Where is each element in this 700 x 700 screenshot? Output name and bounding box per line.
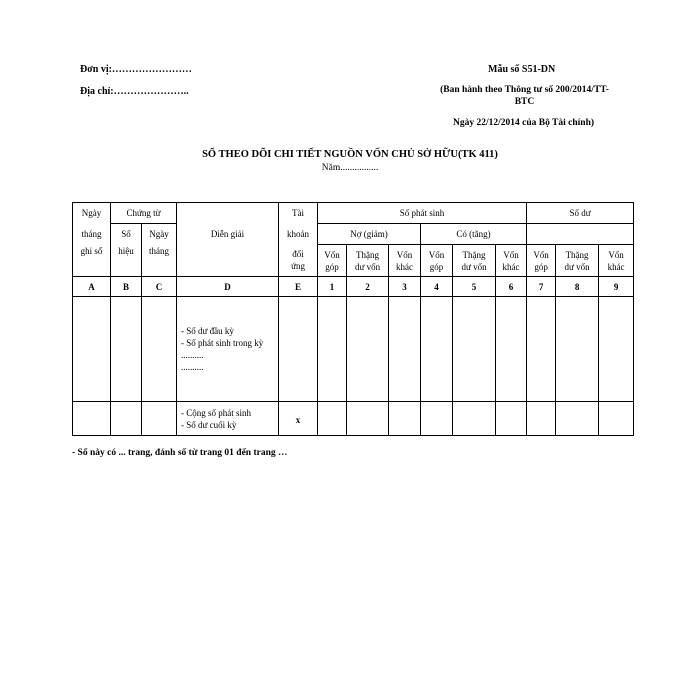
description-header-bottom bbox=[177, 245, 279, 277]
arising-header: Số phát sinh bbox=[318, 203, 527, 224]
code-cell: 8 bbox=[556, 277, 599, 297]
sub-col-line: Thặng bbox=[462, 249, 486, 260]
sub-col-line: Thặng bbox=[565, 249, 589, 260]
table-row bbox=[73, 402, 634, 436]
header-row-3 bbox=[73, 245, 634, 277]
table-cell bbox=[453, 297, 496, 402]
voucher-date-header: Ngày bbox=[142, 224, 177, 245]
sub-col-line: Vốn bbox=[396, 249, 413, 260]
code-cell: A bbox=[73, 277, 111, 297]
table-cell bbox=[142, 402, 177, 436]
table-cell bbox=[111, 402, 142, 436]
sub-col-line: góp bbox=[325, 261, 339, 272]
sub-col-line: khác bbox=[396, 261, 414, 272]
code-cell: 9 bbox=[599, 277, 634, 297]
table-cell bbox=[111, 297, 142, 402]
code-cell: 1 bbox=[318, 277, 347, 297]
table-cell bbox=[496, 297, 527, 402]
table-cell bbox=[347, 402, 389, 436]
sub-col-debit-capital bbox=[318, 245, 347, 277]
header-row-1 bbox=[73, 203, 634, 224]
code-cell: D bbox=[177, 277, 279, 297]
date-col-header: Ngày bbox=[73, 203, 111, 224]
table-cell bbox=[347, 297, 389, 402]
table-cell bbox=[389, 297, 421, 402]
unit-label: Đơn vị:…………………… bbox=[80, 64, 192, 75]
code-cell: 2 bbox=[347, 277, 389, 297]
account-header-line-4: ứng bbox=[291, 261, 305, 272]
sub-col-credit-other bbox=[496, 245, 527, 277]
description-header-top bbox=[177, 203, 279, 224]
date-col-header-3: ghi sổ bbox=[73, 245, 111, 277]
opening-balance-line: - Số dư đầu kỳ bbox=[181, 326, 234, 336]
sub-col-credit-capital bbox=[421, 245, 453, 277]
table-row bbox=[73, 297, 634, 402]
description-header: Diễn giải bbox=[177, 224, 279, 245]
code-cell: C bbox=[142, 277, 177, 297]
account-header-line-3: đối bbox=[292, 249, 304, 260]
header-row-2 bbox=[73, 224, 634, 245]
table-cell bbox=[496, 402, 527, 436]
table-cell bbox=[527, 402, 556, 436]
credit-header: Có (tăng) bbox=[421, 224, 527, 245]
sub-col-line: góp bbox=[534, 261, 548, 272]
sub-col-line: Vốn bbox=[533, 249, 549, 260]
table-cell bbox=[453, 402, 496, 436]
ellipsis-line: .......... bbox=[181, 362, 204, 372]
sub-col-line: Thặng bbox=[356, 249, 380, 260]
table-cell bbox=[73, 297, 111, 402]
column-code-row bbox=[73, 277, 634, 297]
table-cell bbox=[73, 402, 111, 436]
code-cell: B bbox=[111, 277, 142, 297]
sub-col-line: dư vốn bbox=[354, 261, 381, 272]
table-cell bbox=[279, 297, 318, 402]
ledger-table bbox=[72, 202, 634, 436]
balance-header: Số dư bbox=[527, 203, 634, 224]
voucher-no-header: Số bbox=[111, 224, 142, 245]
table-cell bbox=[421, 402, 453, 436]
sub-col-balance-other bbox=[599, 245, 634, 277]
voucher-date-header-2: tháng bbox=[142, 245, 177, 277]
total-arising-line: - Cộng số phát sinh bbox=[181, 407, 252, 418]
table-cell bbox=[318, 297, 347, 402]
account-header-3 bbox=[279, 245, 318, 277]
code-cell: 7 bbox=[527, 277, 556, 297]
code-cell: E bbox=[279, 277, 318, 297]
issued-by-note: (Ban hành theo Thông tư số 200/2014/TT-BTC bbox=[440, 85, 609, 107]
sub-col-balance-surplus bbox=[556, 245, 599, 277]
sub-col-line: Vốn bbox=[503, 249, 519, 260]
sub-col-line: Vốn bbox=[324, 249, 340, 260]
code-cell: 4 bbox=[421, 277, 453, 297]
sub-col-balance-capital bbox=[527, 245, 556, 277]
total-description-cell bbox=[177, 402, 279, 436]
sub-col-line: dư vốn bbox=[461, 261, 487, 272]
issued-date-note: Ngày 22/12/2014 của Bộ Tài chính) bbox=[453, 118, 595, 128]
arising-in-period-line: - Số phát sinh trong kỳ bbox=[181, 338, 264, 348]
table-cell bbox=[556, 402, 599, 436]
closing-balance-line: - Số dư cuối kỳ bbox=[181, 419, 237, 430]
sub-col-line: Vốn bbox=[428, 249, 445, 260]
code-cell: 3 bbox=[389, 277, 421, 297]
form-code: Mẫu số S51-DN bbox=[488, 64, 556, 75]
table-cell bbox=[318, 402, 347, 436]
table-cell bbox=[599, 297, 634, 402]
sub-col-line: khác bbox=[502, 261, 520, 272]
ledger-title: SỔ THEO DÕI CHI TIẾT NGUỒN VỐN CHỦ SỞ HỮU(TK 411) bbox=[202, 149, 498, 160]
voucher-header: Chứng từ bbox=[111, 203, 177, 224]
table-cell bbox=[389, 402, 421, 436]
account-header: Tài bbox=[279, 203, 318, 224]
sub-col-debit-other bbox=[389, 245, 421, 277]
sub-col-line: Vốn bbox=[608, 249, 624, 260]
date-col-header-2: tháng bbox=[73, 224, 111, 245]
ellipsis-line: .......... bbox=[181, 350, 204, 360]
table-cell bbox=[421, 297, 453, 402]
code-cell: 5 bbox=[453, 277, 496, 297]
account-header-2: khoản bbox=[279, 224, 318, 245]
ledger-year: Năm................ bbox=[321, 163, 379, 173]
address-label: Địa chỉ:………………….. bbox=[80, 86, 189, 97]
code-cell: 6 bbox=[496, 277, 527, 297]
sub-col-credit-surplus bbox=[453, 245, 496, 277]
debit-header: Nợ (giảm) bbox=[318, 224, 421, 245]
voucher-no-header-2: hiệu bbox=[111, 245, 142, 277]
page-count-footnote: - Sổ này có ... trang, đánh số từ trang 01 đến trang … bbox=[72, 448, 288, 458]
sub-col-line: khác bbox=[607, 261, 625, 272]
sub-col-debit-surplus bbox=[347, 245, 389, 277]
table-cell bbox=[527, 297, 556, 402]
balance-spacer bbox=[527, 224, 634, 245]
table-cell bbox=[142, 297, 177, 402]
total-account-cell: x bbox=[279, 402, 318, 436]
sub-col-line: dư vốn bbox=[564, 261, 590, 272]
table-cell bbox=[599, 402, 634, 436]
description-cell bbox=[177, 297, 279, 402]
table-cell bbox=[556, 297, 599, 402]
sub-col-line: góp bbox=[429, 261, 444, 272]
